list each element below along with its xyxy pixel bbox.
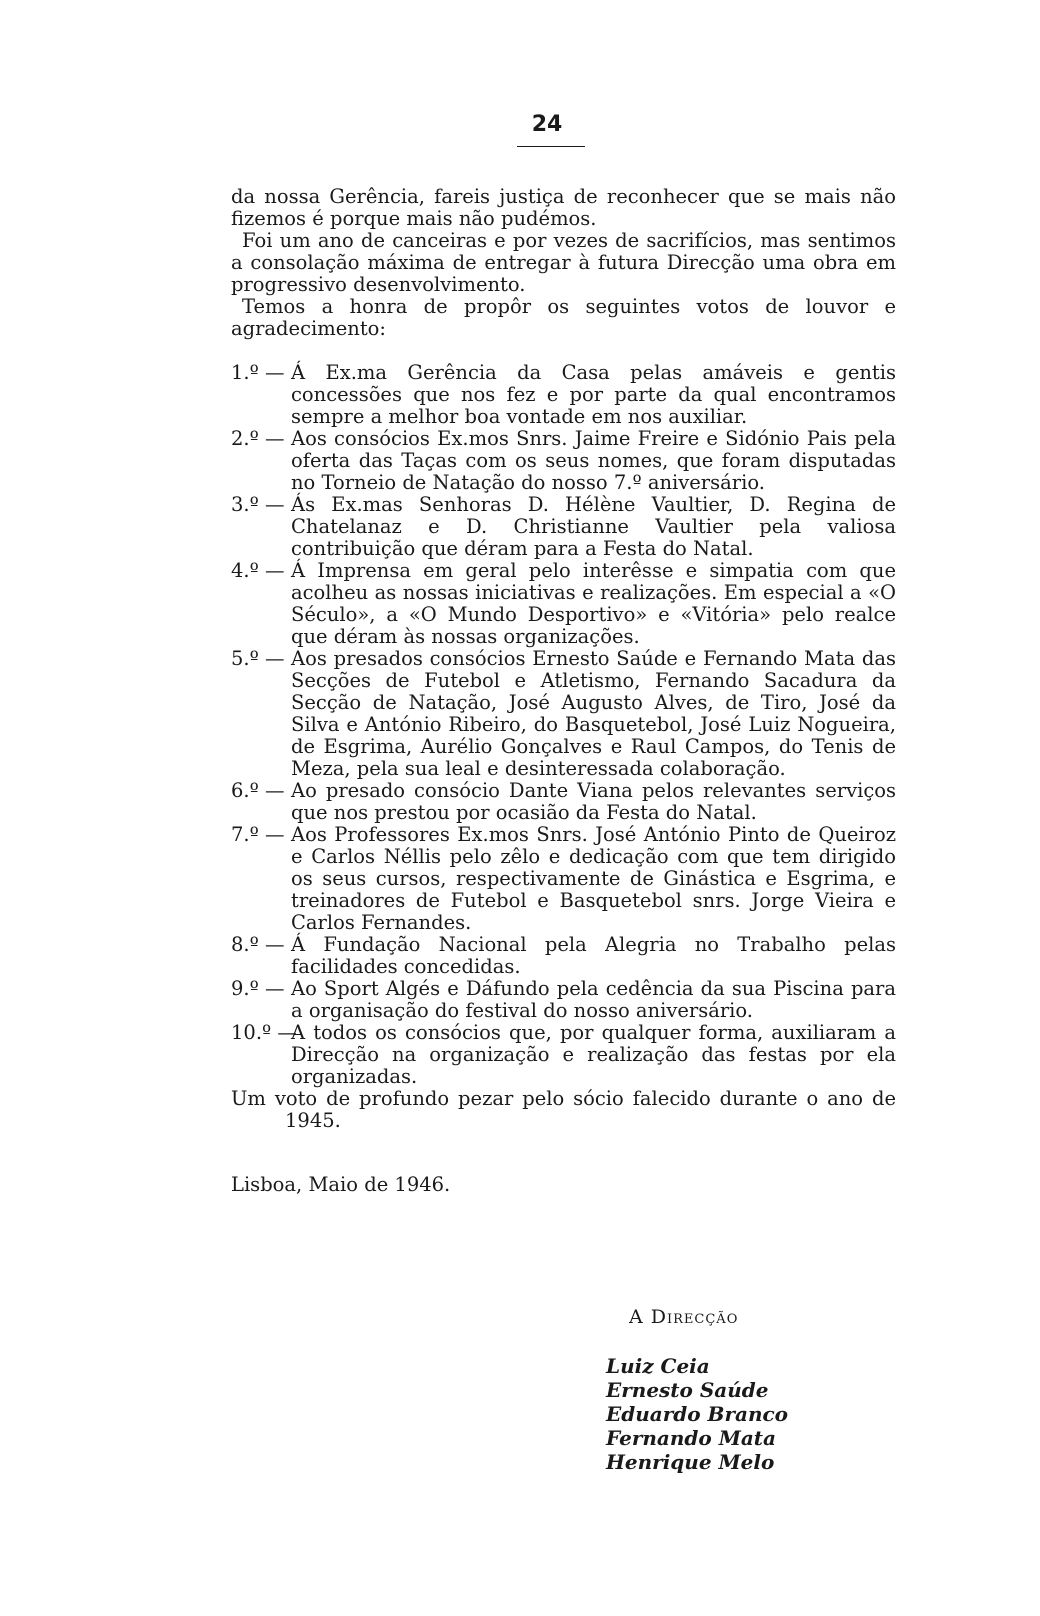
vote-item <box>231 560 896 648</box>
condolence-paragraph: Um voto de profundo pezar pelo sócio falecido durante o ano de 1945. <box>231 1087 896 1132</box>
signatory-title: A Direcção <box>629 1306 739 1328</box>
vote-text: Ao presado consócio Dante Viana pelos relevantes serviços que nos prestou por ocasião da Festa do Natal. <box>291 779 896 824</box>
signature-name: Eduardo Branco <box>606 1402 789 1426</box>
intro-paragraph: da nossa Gerência, fareis justiça de reconhecer que se mais não fizemos é porque mais não pudémos. <box>231 185 896 230</box>
vote-item <box>231 362 896 428</box>
vote-item <box>231 934 896 978</box>
vote-item <box>231 1022 896 1088</box>
vote-text: Á Fundação Nacional pela Alegria no Trabalho pelas facilidades concedidas. <box>291 933 896 978</box>
vote-number: 2.º — <box>231 427 285 450</box>
signature-name: Ernesto Saúde <box>606 1378 769 1402</box>
vote-number: 8.º — <box>231 933 285 956</box>
vote-number: 3.º — <box>231 493 285 516</box>
vote-text: Aos presados consócios Ernesto Saúde e Fernando Mata das Secções de Futebol e Atletismo, Fernando Sacadura da Secção de Natação, José Augusto Alves, de Tiro, José da Silva e António Ribeiro, do Basquetebol, José Luiz Nogueira, de Esgrima, Aurélio Gonçalves e Raul Campos, do Tenis de Meza, pela sua leal e desinteressada colaboração. <box>291 647 896 780</box>
signature-name: Henrique Melo <box>606 1450 775 1474</box>
vote-number: 9.º — <box>231 977 285 1000</box>
report-body <box>231 186 896 1196</box>
vote-text: Ás Ex.mas Senhoras D. Hélène Vaultier, D. Regina de Chatelanaz e D. Christianne Vaultier pela valiosa contribuição que déram para a Festa do Natal. <box>291 493 896 560</box>
signature-name: Luiz Ceia <box>606 1354 710 1378</box>
vote-item <box>231 978 896 1022</box>
vote-number: 10.º — <box>231 1021 297 1044</box>
vote-item <box>231 428 896 494</box>
vote-item <box>231 494 896 560</box>
vote-number: 4.º — <box>231 559 285 582</box>
signature-list <box>606 1354 788 1474</box>
vote-item <box>231 780 896 824</box>
intro-paragraph: Foi um ano de canceiras e por vezes de sacrifícios, mas sentimos a consolação máxima de entregar à futura Direcção uma obra em progressivo desenvolvimento. <box>231 229 896 296</box>
page-number: 24 <box>531 112 563 137</box>
vote-text: Aos consócios Ex.mos Snrs. Jaime Freire e Sidónio Pais pela oferta das Taças com os seus nomes, que foram disputadas no Torneio de Natação do nosso 7.º aniversário. <box>291 427 896 494</box>
place-date: Lisboa, Maio de 1946. <box>231 1173 451 1196</box>
vote-item <box>231 824 896 934</box>
signature-name: Fernando Mata <box>606 1426 776 1450</box>
vote-number: 5.º — <box>231 647 285 670</box>
vote-text: A todos os consócios que, por qualquer forma, auxiliaram a Direcção na organização e realização das festas por ela organizadas. <box>291 1021 896 1088</box>
vote-number: 7.º — <box>231 823 285 846</box>
page-number-rule <box>517 146 585 147</box>
vote-text: Á Imprensa em geral pelo interêsse e simpatia com que acolheu as nossas iniciativas e realizações. Em especial a «O Século», a «O Mundo Desportivo» e «Vitória» pelo realce que déram às nossas organizações. <box>291 559 896 648</box>
vote-item <box>231 648 896 780</box>
vote-number: 1.º — <box>231 361 285 384</box>
vote-text: Á Ex.ma Gerência da Casa pelas amáveis e gentis concessões que nos fez e por parte da qual encontramos sempre a melhor boa vontade em nos auxiliar. <box>291 361 896 428</box>
intro-paragraph: Temos a honra de propôr os seguintes votos de louvor e agradecimento: <box>231 295 896 340</box>
vote-text: Aos Professores Ex.mos Snrs. José António Pinto de Queiroz e Carlos Néllis pelo zêlo e dedicação com que tem dirigido os seus cursos, respectivamente de Ginástica e Esgrima, e treinadores de Futebol e Basquetebol snrs. Jorge Vieira e Carlos Fernandes. <box>291 823 896 934</box>
vote-number: 6.º — <box>231 779 285 802</box>
vote-text: Ao Sport Algés e Dáfundo pela cedência da sua Piscina para a organisação do festival do nosso aniversário. <box>291 977 896 1022</box>
votes-list <box>231 362 896 1088</box>
